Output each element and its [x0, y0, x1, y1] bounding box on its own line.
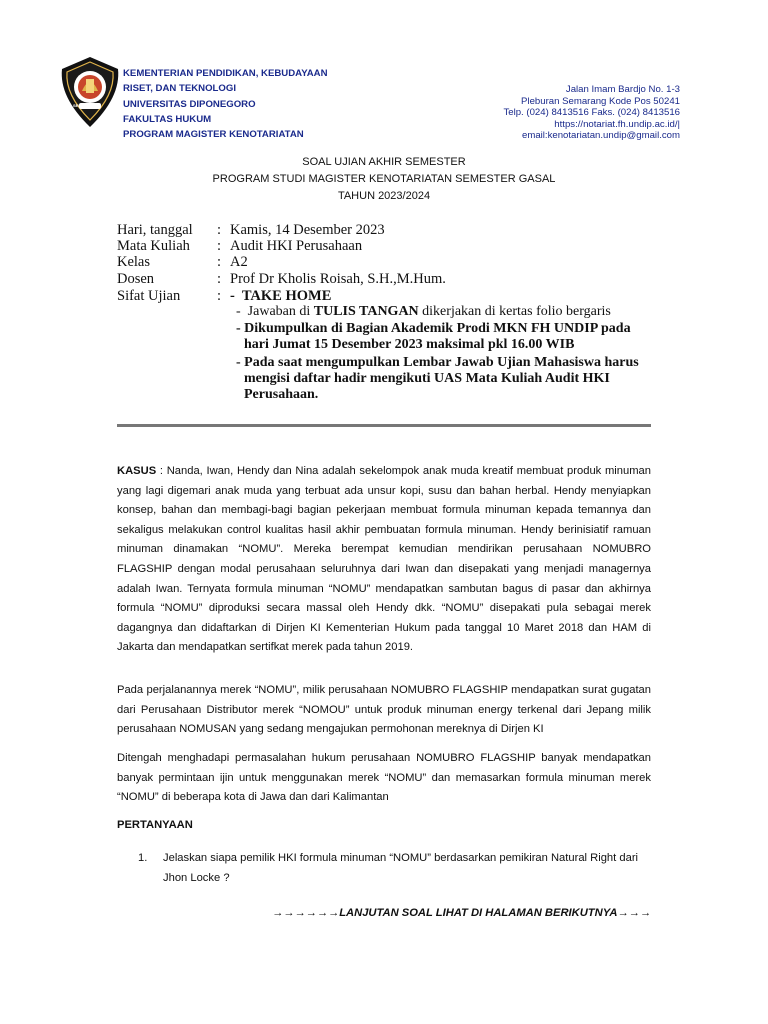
info-label: Dosen — [117, 271, 155, 287]
info-value: - TAKE HOME — [230, 288, 332, 304]
bullet-line: Dikumpulkan di Bagian Akademik Prodi MKN FH UNDIP pada — [244, 321, 631, 336]
institution-line: KEMENTERIAN PENDIDIKAN, KEBUDAYAAN — [123, 68, 328, 79]
institution-block — [123, 66, 328, 142]
bullet-submission: - Dikumpulkan di Bagian Akademik Prodi MKN FH UNDIP pada hari Jumat 15 Desember 2023 maksimal pkl 16.00 WIB — [236, 321, 631, 352]
institution-line: FAKULTAS HUKUM — [123, 113, 212, 125]
info-label: Kelas — [117, 254, 151, 270]
info-value: Kamis, 14 Desember 2023 — [230, 222, 385, 238]
question-number: 1. — [138, 852, 148, 864]
info-colon: : — [217, 222, 222, 238]
bullet-handwritten: - Jawaban di TULIS TANGAN dikerjakan di kertas folio bergaris — [236, 304, 611, 319]
info-label: Mata Kuliah — [117, 238, 190, 254]
logo-text: SEMARANG — [73, 103, 97, 108]
institution-line: UNIVERSITAS DIPONEGORO — [123, 98, 256, 110]
bullet-line: Pada saat mengumpulkan Lembar Jawab Ujian Mahasiswa harus — [244, 355, 639, 370]
question-text: Jelaskan siapa pemilik HKI formula minuman “NOMU” berdasarkan pemikiran Natural Right dari Jhon Locke ? — [163, 852, 639, 884]
questions-heading: PERTANYAAN — [117, 819, 193, 831]
case-label: KASUS — [117, 465, 157, 477]
case-paragraph-3: Ditengah menghadapi permasalahan hukum perusahaan NOMUBRO FLAGSHIP banyak mendapatkan banyak permintaan ijin untuk menggunakan merek “NOMU” dan memasarkan formula minuman merek “NOMU” di beberapa kota di Jawa dan dari Kalimantan — [117, 752, 651, 804]
institution-line: PROGRAM MAGISTER KENOTARIATAN — [123, 129, 304, 141]
arrows-right: →→→ — [617, 907, 651, 919]
continuation-note — [272, 907, 651, 919]
address-street: Jalan Imam Bardjo No. 1-3 — [565, 84, 680, 95]
case-paragraph-1 — [117, 462, 651, 658]
continuation-text: LANJUTAN SOAL LIHAT DI HALAMAN BERIKUTNYA — [339, 907, 618, 919]
university-logo — [55, 55, 125, 129]
program-title: PROGRAM STUDI MAGISTER KENOTARIATAN SEMESTER GASAL — [212, 173, 556, 185]
info-value: Prof Dr Kholis Roisah, S.H.,M.Hum. — [230, 271, 446, 287]
address-email[interactable]: email:kenotariatan.undip@gmail.com — [522, 130, 680, 142]
info-label: Hari, tanggal — [117, 222, 193, 238]
bullet-line: mengisi daftar hadir mengikuti UAS Mata Kuliah Audit HKI — [244, 371, 610, 386]
arrows-left: →→→→→→ — [272, 907, 340, 919]
academic-year: TAHUN 2023/2024 — [337, 190, 431, 202]
bullet-attendance: - Pada saat mengumpulkan Lembar Jawab Ujian Mahasiswa harus mengisi daftar hadir mengikuti UAS Mata Kuliah Audit HKI Perusahaan. — [236, 355, 639, 402]
bullet-bold: TULIS TANGAN — [313, 304, 419, 319]
bullet-prefix: Jawaban di — [247, 304, 311, 319]
bullet-line: hari Jumat 15 Desember 2023 maksimal pkl 16.00 WIB — [244, 337, 575, 352]
info-value: A2 — [230, 254, 248, 270]
address-block — [503, 84, 680, 142]
info-colon: : — [217, 271, 222, 287]
case-text: : Nanda, Iwan, Hendy dan Nina adalah sekelompok anak muda kreatif membuat produk minuman yang lagi digemari anak muda yang terbuat ada unsur kopi, susu dan bahan herbal. Hendy menyiapkan konsep, bahan dan membagi-bagi bagian pekerjaan membuat formula minuman kepada temannya dan sekaligus melakukan control kualitas hasil akhir pembuatan formula minuman. Hendy berinisiatif ramuan minuman dinamakan “NOMU”. Mereka berempat kemudian mendirikan perusahaan NOMUBRO FLAGSHIP dengan modal perusahaan seluruhnya dari Iwan dan disepakati yang menjadi managernya adalah Iwan. Ternyata formula minuman “NOMU” mendapatkan sambutan bagus di pasar dan akhirnya formula “NOMU” diproduksi secara massal oleh Hendy dkk. “NOMU” disepakati pula sebagai merek dagangnya dan didaftarkan di Dirjen KI Kementerian Hukum pada tanggal 10 Maret 2018 dan HAM di Jakarta dan mendapatkan sertifkat merek pada tahun 2019. — [117, 465, 651, 654]
info-colon: : — [217, 238, 222, 254]
bullet-suffix: dikerjakan di kertas folio bergaris — [422, 304, 611, 319]
address-phone: Telp. (024) 8413516 Faks. (024) 8413516 — [503, 107, 680, 119]
info-colon: : — [217, 288, 222, 304]
case-paragraph-2: Pada perjalanannya merek “NOMU”, milik perusahaan NOMUBRO FLAGSHIP mendapatkan surat gugatan dari Perusahaan Distributor merek “NOMOU” untuk produk minuman energy terkenal dari Jepang milik perusahaan NOMUSAN yang sedang mengajukan permohonan mereknya di Dirjen KI — [117, 684, 651, 736]
take-home-label: TAKE HOME — [241, 288, 332, 304]
divider — [117, 424, 651, 427]
bullet-line: Perusahaan. — [244, 387, 319, 402]
exam-title: SOAL UJIAN AKHIR SEMESTER — [302, 156, 466, 168]
info-label: Sifat Ujian — [117, 288, 181, 304]
info-colon: : — [217, 254, 222, 270]
address-city: Pleburan Semarang Kode Pos 50241 — [521, 95, 680, 107]
address-website[interactable]: https://notariat.fh.undip.ac.id/| — [554, 118, 680, 130]
institution-line: RISET, DAN TEKNOLOGI — [123, 83, 236, 95]
info-value: Audit HKI Perusahaan — [230, 238, 363, 254]
